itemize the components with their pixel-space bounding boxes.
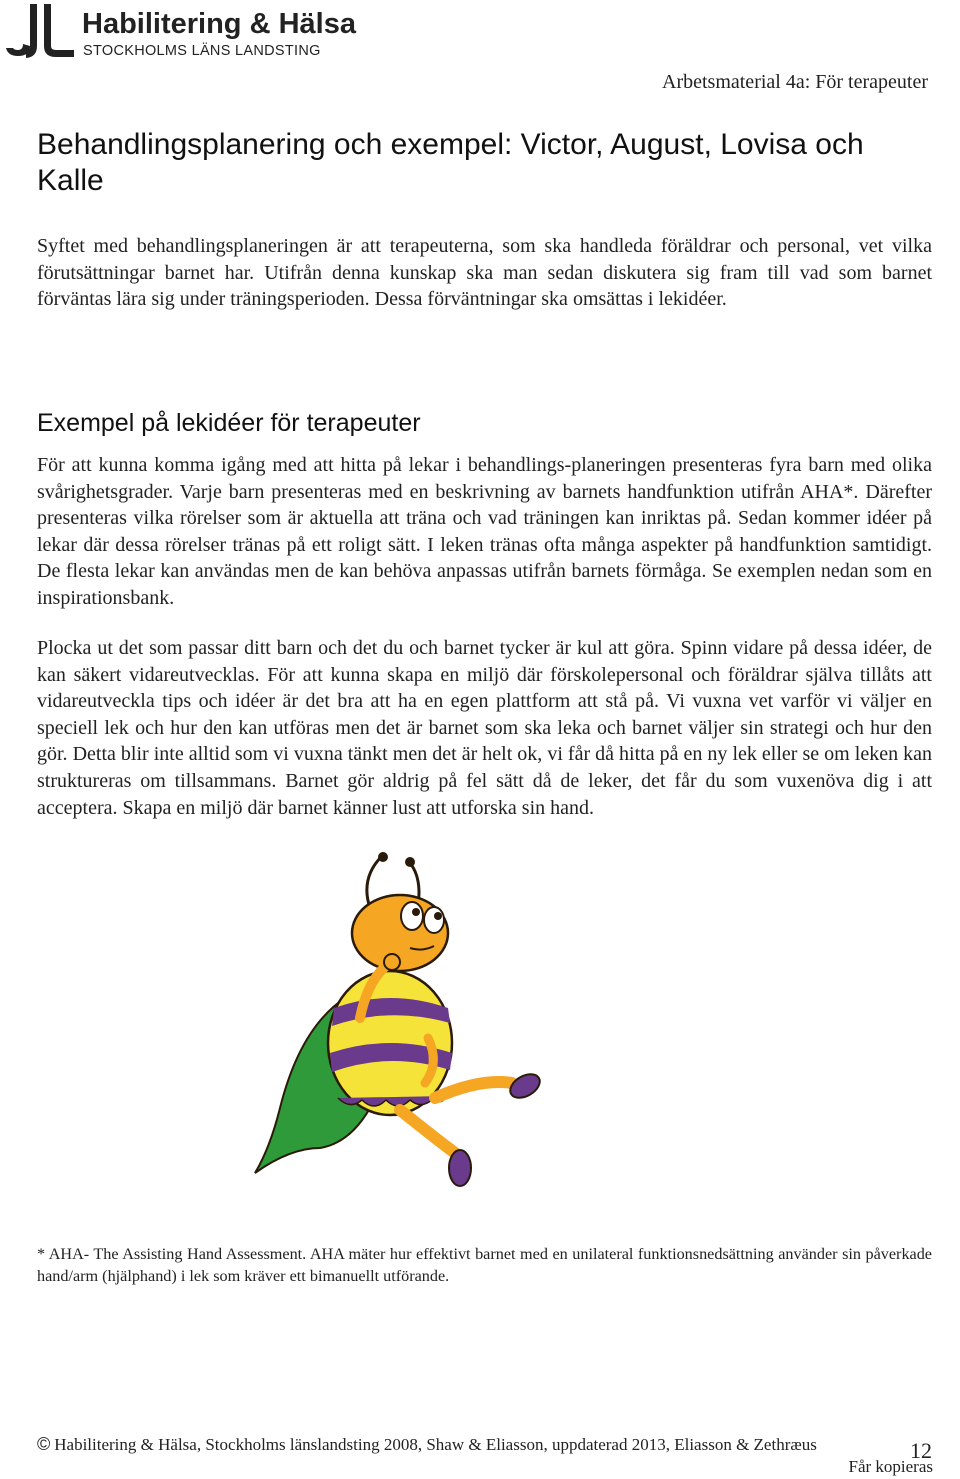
thinking-insect-illustration bbox=[250, 848, 550, 1193]
copyright-line bbox=[37, 1434, 817, 1455]
logo-mark-icon bbox=[4, 2, 76, 62]
aha-footnote: * AHA- The Assisting Hand Assessment. AHA mäter hur effektivt barnet med en unilateral funktionsnedsättning använder sin påverkade hand/arm (hjälphand) i lek som kräver ett bimanuellt utförande. bbox=[37, 1245, 932, 1285]
leg-right bbox=[435, 1082, 512, 1098]
copyright-text: Habilitering & Hälsa, Stockholms länslandsting 2008, Shaw & Eliasson, uppdaterad 2013, Eliasson & Zethræus bbox=[54, 1435, 817, 1454]
intro-paragraph: Syftet med behandlingsplaneringen är att terapeuterna, som ska handleda föräldrar och personal, vet vilka förutsättningar barnet har. Utifrån denna kunskap ska man sedan diskutera sig fram till vad som barnet förväntas lära sig under träningsperioden. Dessa förväntningar ska omsättas i lekidéer. bbox=[37, 235, 932, 311]
section-paragraph-1: För att kunna komma igång med att hitta på lekar i behandlings-planeringen presenteras fyra barn med olika svårighetsgrader. Varje barn presenteras med en beskrivning av barnets handfunktion utifrån AHA*. Därefter presenteras vilka rörelser som är aktuella att träna och vad träningen kan inriktas på. Sedan kommer idéer på lekar där dessa rörelser tränas på ett roligt sätt. I leken tränas ofta många aspekter på handfunktion samtidigt. De flesta lekar kan användas men de kan behöva anpassas utifrån barnets förmåga. Se exemplen nedan som en inspirationsbank. bbox=[37, 454, 932, 609]
section-heading: Exempel på lekidéer för terapeuter bbox=[37, 409, 421, 437]
work-material-label: Arbetsmaterial 4a: För terapeuter bbox=[662, 71, 928, 93]
organization-logo bbox=[4, 2, 384, 62]
leg-left bbox=[400, 1110, 455, 1153]
page-number: 12 bbox=[910, 1438, 932, 1463]
page-title: Behandlingsplanering och exempel: Victor, August, Lovisa och Kalle bbox=[37, 128, 864, 197]
shoe-right bbox=[506, 1069, 544, 1102]
section-paragraph-2: Plocka ut det som passar ditt barn och det du och barnet tycker är kul att göra. Spinn vidare på dessa idéer, de kan säkert vidareutvecklas. För att kunna skapa en miljö där förskolepersonal och föräldrar själva tillåts att vidareutveckla tips och idéer är det bra att ha en egen plattform att stå på. Vi vuxna vet varför vi väljer en speciell lek och hur den kan utföras men det är barnet som ska leka och barnet väljer sin strategi och hur den gör. Detta blir inte alltid som vi vuxna tänkt men det är helt ok, vi får då hitta på en ny lek eller se om leken kan struktureras om tillsammans. Barnet gör aldrig på fel sätt då de leker, det får du som vuxenöva dig i att acceptera. Skapa en miljö där barnet känner lust att utforska sin hand. bbox=[37, 637, 932, 819]
copyright-symbol: © bbox=[37, 1434, 51, 1454]
logo-subtitle: STOCKHOLMS LÄNS LANDSTING bbox=[83, 43, 321, 59]
shoe-left bbox=[449, 1150, 471, 1186]
copy-permission: Får kopieras bbox=[848, 1457, 933, 1476]
logo-name: Habilitering & Hälsa bbox=[82, 8, 356, 40]
